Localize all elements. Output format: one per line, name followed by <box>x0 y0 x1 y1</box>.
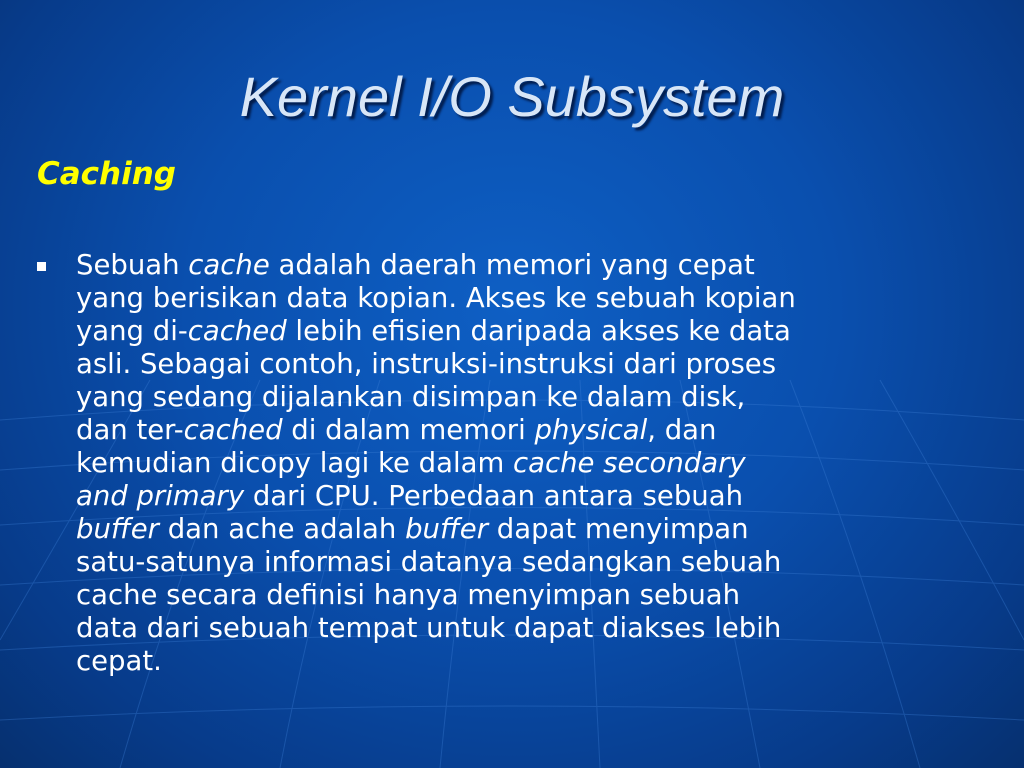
paragraph-line <box>76 513 986 546</box>
paragraph-line <box>76 546 986 579</box>
italic-term: cache <box>188 249 270 281</box>
text-run: dari CPU. Perbedaan antara sebuah <box>244 480 744 512</box>
italic-term: buffer <box>76 513 159 545</box>
text-run: Sebuah <box>76 249 189 281</box>
paragraph-line <box>76 447 986 480</box>
italic-term: cache secondary <box>512 447 746 479</box>
italic-term: physical <box>534 414 648 446</box>
paragraph-line <box>76 480 986 513</box>
italic-term: cached <box>183 414 283 446</box>
italic-term: and primary <box>76 480 245 512</box>
text-run: dan ache adalah <box>158 513 406 545</box>
paragraph-line <box>76 414 986 447</box>
text-run: yang sedang dijalankan disimpan ke dalam disk, <box>76 381 746 413</box>
text-run: cache secara definisi hanya menyimpan sebuah <box>76 579 741 611</box>
text-run: yang di- <box>76 315 188 347</box>
text-run: asli. Sebagai contoh, instruksi-instruksi dari proses <box>76 348 777 380</box>
text-run: adalah daerah memori yang cepat <box>269 249 755 281</box>
text-run: di dalam memori <box>282 414 535 446</box>
bullet-paragraph <box>76 249 986 678</box>
paragraph-line <box>76 249 986 282</box>
text-run: dan ter- <box>76 414 184 446</box>
paragraph-line <box>76 348 986 381</box>
text-run: kemudian dicopy lagi ke dalam <box>76 447 513 479</box>
italic-term: buffer <box>405 513 489 545</box>
text-run: lebih efisien daripada akses ke data <box>286 315 791 347</box>
slide-subtitle: Caching <box>37 156 177 192</box>
square-bullet-icon <box>37 262 46 271</box>
paragraph-line <box>76 612 986 645</box>
paragraph-line <box>76 315 986 348</box>
paragraph-line <box>76 579 986 612</box>
paragraph-line <box>76 645 986 678</box>
text-run: yang berisikan data kopian. Akses ke sebuah kopian <box>76 282 796 314</box>
slide-title: Kernel I/O Subsystem <box>239 65 785 128</box>
text-run: satu-satunya informasi datanya sedangkan sebuah <box>76 546 782 578</box>
text-run: data dari sebuah tempat untuk dapat diakses lebih <box>76 612 782 644</box>
paragraph-line <box>76 381 986 414</box>
italic-term: cached <box>187 315 287 347</box>
text-run: cepat. <box>76 645 162 677</box>
text-run: dapat menyimpan <box>488 513 749 545</box>
text-run: , dan <box>647 414 717 446</box>
paragraph-line <box>76 282 986 315</box>
